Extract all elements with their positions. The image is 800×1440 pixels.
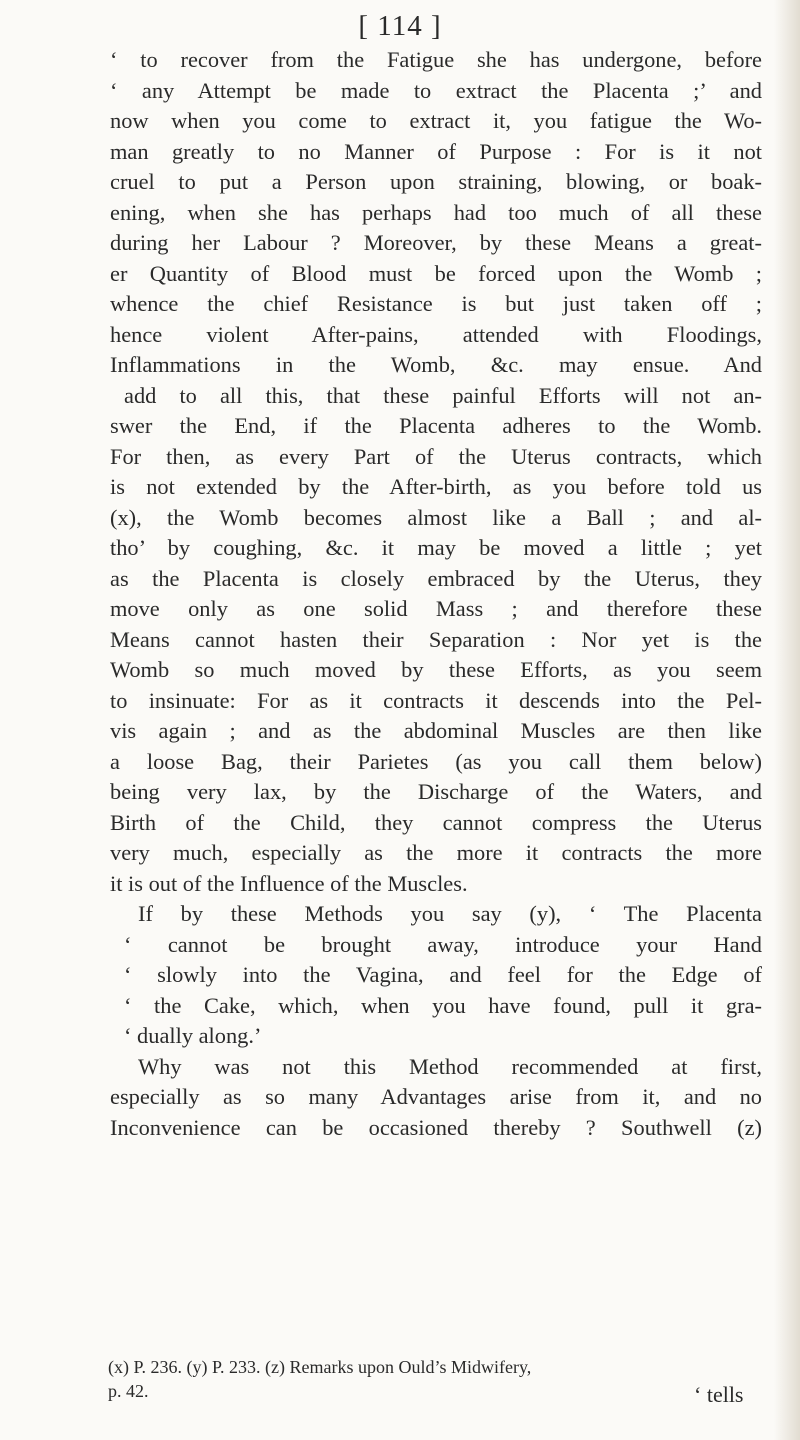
text-line: (x), the Womb becomes almost like a Ball ; and al- (110, 504, 762, 530)
text-line: it is out of the Influence of the Muscles. (110, 870, 468, 896)
text-line: very much, especially as the more it contracts the more (110, 840, 762, 865)
text-line: move only as one solid Mass ; and therefore these (110, 596, 762, 621)
text-line: ‘ any Attempt be made to extract the Placenta ;’ and (110, 77, 762, 103)
text-line: cruel to put a Person upon straining, blowing, or boak- (110, 169, 762, 194)
text-line: whence the chief Resistance is but just taken off ; (110, 291, 762, 316)
text-line: Inflammations in the Womb, &c. may ensue. And (110, 352, 762, 377)
text-line: is not extended by the After-birth, as you before told us (110, 474, 762, 499)
body-text (110, 45, 762, 1143)
text-line: If by these Methods you say (y), ‘ The Placenta (138, 901, 762, 926)
text-line: ‘ dually along.’ (124, 1023, 262, 1048)
text-line: Why was not this Method recommended at first, (138, 1053, 762, 1079)
text-line: For then, as every Part of the Uterus contracts, which (110, 443, 762, 469)
text-line: vis again ; and as the abdominal Muscles are then like (110, 718, 762, 743)
text-line: ‘ to recover from the Fatigue she has undergone, before (110, 47, 762, 72)
text-line: being very lax, by the Discharge of the Waters, and (110, 779, 762, 804)
text-line: swer the End, if the Placenta adheres to the Womb. (110, 413, 762, 438)
footnote-line: p. 42. (108, 1381, 149, 1401)
text-line: man greatly to no Manner of Purpose : For is it not (110, 138, 762, 164)
text-line: tho’ by coughing, &c. it may be moved a little ; yet (110, 535, 762, 560)
text-line: ‘ the Cake, which, when you have found, pull it gra- (124, 992, 762, 1018)
text-line: ening, when she has perhaps had too much of all these (110, 199, 762, 225)
text-line: especially as so many Advantages arise from it, and no (110, 1084, 762, 1109)
text-line: hence violent After-pains, attended with Floodings, (110, 321, 762, 347)
text-line: to insinuate: For as it contracts it descends into the Pel- (110, 687, 762, 713)
text-line: add to all this, that these painful Efforts will not an- (124, 382, 762, 408)
footnote-line: (x) P. 236. (y) P. 233. (z) Remarks upon Ould’s Midwifery, (108, 1357, 532, 1377)
text-line: Inconvenience can be occasioned thereby ? Southwell (z) (110, 1114, 762, 1140)
text-line: as the Placenta is closely embraced by the Uterus, they (110, 565, 762, 591)
catchword: ‘ tells (694, 1382, 744, 1407)
text-line: during her Labour ? Moreover, by these Means a great- (110, 230, 762, 255)
text-line: Womb so much moved by these Efforts, as you seem (110, 657, 762, 682)
text-line: ‘ slowly into the Vagina, and feel for the Edge of (124, 962, 762, 987)
text-line: Birth of the Child, they cannot compress the Uterus (110, 809, 762, 835)
footnotes (108, 1355, 763, 1403)
page-number: [ 114 ] (358, 10, 442, 42)
text-line: er Quantity of Blood must be forced upon the Womb ; (110, 260, 762, 286)
text-line: a loose Bag, their Parietes (as you call them below) (110, 748, 762, 774)
text-line: ‘ cannot be brought away, introduce your Hand (124, 931, 762, 957)
text-line: Means cannot hasten their Separation : Nor yet is the (110, 626, 762, 652)
text-line: now when you come to extract it, you fatigue the Wo- (110, 108, 762, 133)
